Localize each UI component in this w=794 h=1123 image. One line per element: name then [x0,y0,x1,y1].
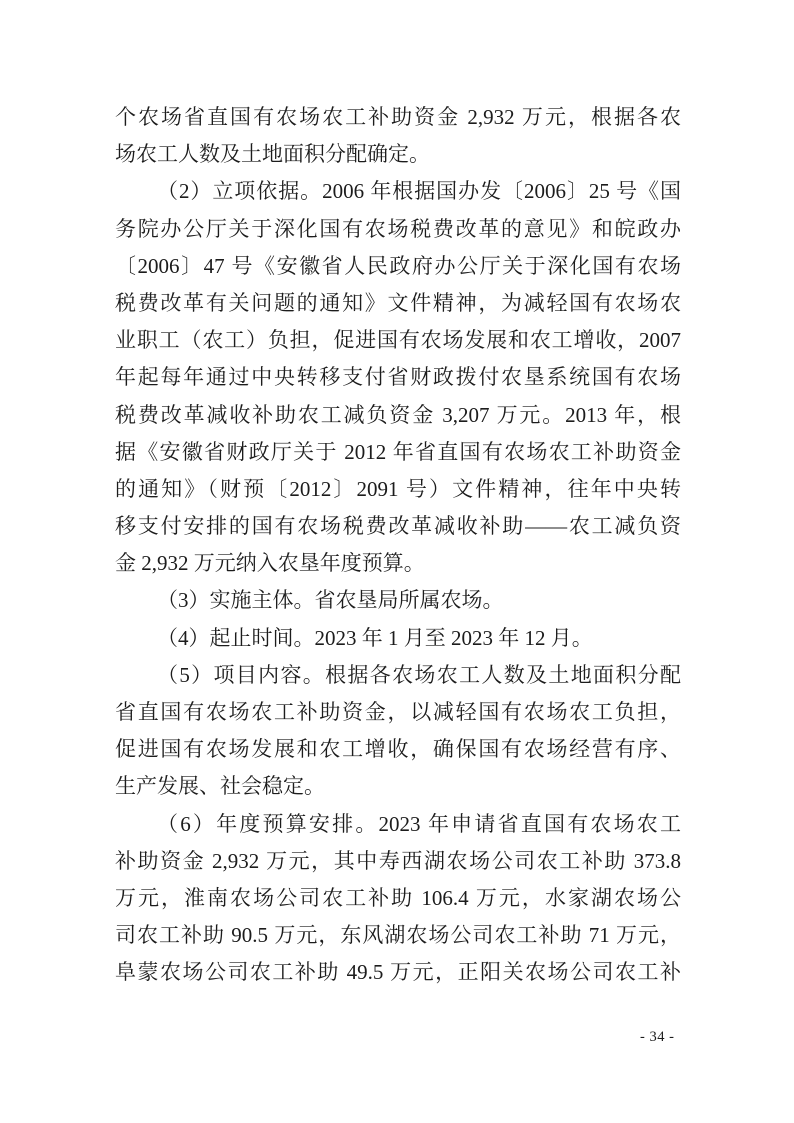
text-line: 省直国有农场农工补助资金，以减轻国有农场农工负担， [115,700,681,724]
text-line: 业职工（农工）负担，促进国有农场发展和农工增收，2007 [115,328,681,353]
page-number: - 34 - [640,1029,675,1045]
text-line: 移支付安排的国有农场税费改革减收补助——农工减负资 [115,514,681,539]
text-line: 司农工补助 90.5 万元，东风湖农场公司农工补助 71 万元， [115,923,681,948]
text-line: 〔2006〕47 号《安徽省人民政府办公厅关于深化国有农场 [115,253,681,278]
text-line: （2）立项依据。2006 年根据国办发〔2006〕25 号《国 [157,179,681,204]
text-line: 的通知》（财预〔2012〕2091 号）文件精神，往年中央转 [115,476,681,501]
text-line: （5）项目内容。根据各农场农工人数及土地面积分配 [157,662,681,687]
text-line: 税费改革有关问题的通知》文件精神，为减轻国有农场农 [115,290,681,315]
text-line: （6）年度预算安排。2023 年申请省直国有农场农工 [157,811,681,836]
text-line: 万元，淮南农场公司农工补助 106.4 万元，水家湖农场公 [115,885,681,910]
text-line: 生产发展、社会稳定。 [115,774,325,799]
text-line: 个农场省直国有农场农工补助资金 2,932 万元，根据各农 [115,105,681,129]
document-body [115,99,681,992]
text-line: 促进国有农场发展和农工增收，确保国有农场经营有序、 [115,737,681,762]
text-line: 务院办公厅关于深化国有农场税费改革的意见》和皖政办 [115,216,681,241]
text-line: 阜蒙农场公司农工补助 49.5 万元，正阳关农场公司农工补 [115,960,681,985]
text-line: 据《安徽省财政厅关于 2012 年省直国有农场农工补助资金 [115,439,681,464]
text-line: （3）实施主体。省农垦局所属农场。 [157,588,504,613]
text-line: 年起每年通过中央转移支付省财政拨付农垦系统国有农场 [115,365,681,390]
text-line: （4）起止时间。2023 年 1 月至 2023 年 12 月。 [157,625,593,650]
text-line: 场农工人数及土地面积分配确定。 [115,142,430,167]
text-line: 金 2,932 万元纳入农垦年度预算。 [115,551,425,576]
text-line: 补助资金 2,932 万元，其中寿西湖农场公司农工补助 373.8 [115,848,681,873]
text-line: 税费改革减收补助农工减负资金 3,207 万元。2013 年，根 [115,402,681,427]
